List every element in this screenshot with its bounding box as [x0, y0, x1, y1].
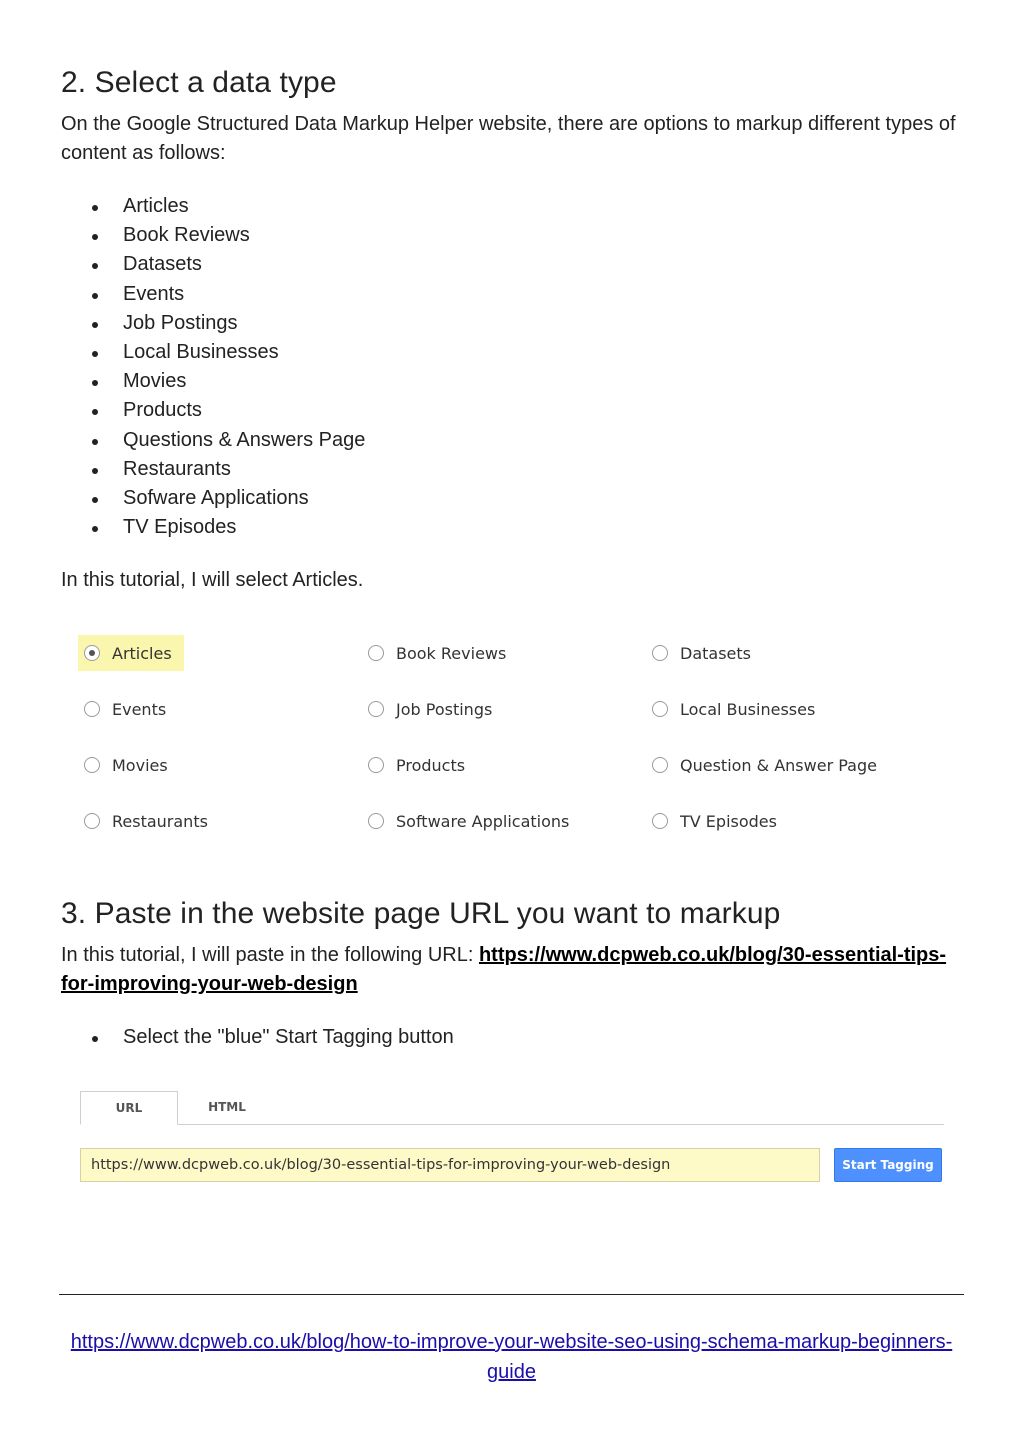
section-2-heading: 2. Select a data type [61, 66, 337, 99]
option-book-reviews[interactable] [362, 635, 506, 671]
footer-url-link[interactable]: https://www.dcpweb.co.uk/blog/how-to-improve-your-website-seo-using-schema-markup-beginners-guide [70, 1331, 953, 1383]
radio-icon[interactable] [652, 701, 668, 717]
option-movies[interactable] [78, 747, 168, 783]
list-item: Job Postings [61, 309, 365, 338]
list-item: Articles [61, 192, 365, 221]
radio-icon[interactable] [84, 813, 100, 829]
option-label: Datasets [680, 643, 751, 663]
option-label: Job Postings [396, 699, 493, 719]
tab-url[interactable]: URL [80, 1091, 178, 1125]
option-datasets[interactable] [646, 635, 751, 671]
option-label: Question & Answer Page [680, 755, 877, 775]
option-question-answer-page[interactable] [646, 747, 877, 783]
option-events[interactable] [78, 691, 166, 727]
option-label: TV Episodes [680, 811, 777, 831]
list-item: Products [61, 396, 365, 425]
list-item: Book Reviews [61, 221, 365, 250]
list-item: Restaurants [61, 455, 365, 484]
list-item: Datasets [61, 250, 365, 279]
section-3-heading: 3. Paste in the website page URL you want to markup [61, 897, 781, 930]
option-label: Book Reviews [396, 643, 507, 663]
radio-icon[interactable] [652, 645, 668, 661]
radio-icon[interactable] [368, 813, 384, 829]
list-item: Local Businesses [61, 338, 365, 367]
list-item: TV Episodes [61, 513, 365, 542]
option-articles[interactable] [78, 635, 184, 671]
option-label: Articles [112, 643, 172, 663]
option-label: Local Businesses [680, 699, 816, 719]
option-tv-episodes[interactable] [646, 803, 777, 839]
selection-note: In this tutorial, I will select Articles. [61, 569, 364, 591]
radio-icon[interactable] [368, 645, 384, 661]
option-software-applications[interactable] [362, 803, 569, 839]
radio-icon[interactable] [368, 757, 384, 773]
radio-icon[interactable] [84, 757, 100, 773]
section-3-intro [61, 941, 966, 999]
list-item: Movies [61, 367, 365, 396]
option-label: Restaurants [112, 811, 208, 831]
markup-helper-widget [80, 1091, 944, 1191]
intro-text: In this tutorial, I will paste in the following URL: [61, 944, 479, 966]
radio-icon[interactable] [368, 701, 384, 717]
option-label: Products [396, 755, 466, 775]
option-label: Movies [112, 755, 168, 775]
section-2-intro: On the Google Structured Data Markup Helper website, there are options to markup different types of content as follows: [61, 113, 956, 164]
list-item: Sofware Applications [61, 484, 365, 513]
example-url-link[interactable]: https://www.dcpweb.co.uk/blog/30-essential-tips-for-improving-your-web-design [61, 944, 947, 995]
start-tagging-button[interactable]: Start Tagging [834, 1148, 942, 1182]
option-restaurants[interactable] [78, 803, 208, 839]
url-input[interactable]: https://www.dcpweb.co.uk/blog/30-essential-tips-for-improving-your-web-design [80, 1148, 820, 1182]
footer-divider [59, 1294, 964, 1295]
list-item: Questions & Answers Page [61, 426, 365, 455]
instruction-list [61, 1023, 454, 1052]
radio-icon[interactable] [652, 757, 668, 773]
radio-selected-icon[interactable] [84, 645, 100, 661]
list-item: Events [61, 280, 365, 309]
radio-icon[interactable] [84, 701, 100, 717]
option-local-businesses[interactable] [646, 691, 815, 727]
option-job-postings[interactable] [362, 691, 492, 727]
option-products[interactable] [362, 747, 465, 783]
tab-html[interactable]: HTML [208, 1100, 246, 1114]
data-type-options [78, 630, 948, 850]
option-label: Software Applications [396, 811, 570, 831]
list-item: Select the "blue" Start Tagging button [61, 1023, 454, 1052]
footer [60, 1327, 963, 1387]
option-label: Events [112, 699, 167, 719]
data-type-list [61, 192, 365, 542]
radio-icon[interactable] [652, 813, 668, 829]
